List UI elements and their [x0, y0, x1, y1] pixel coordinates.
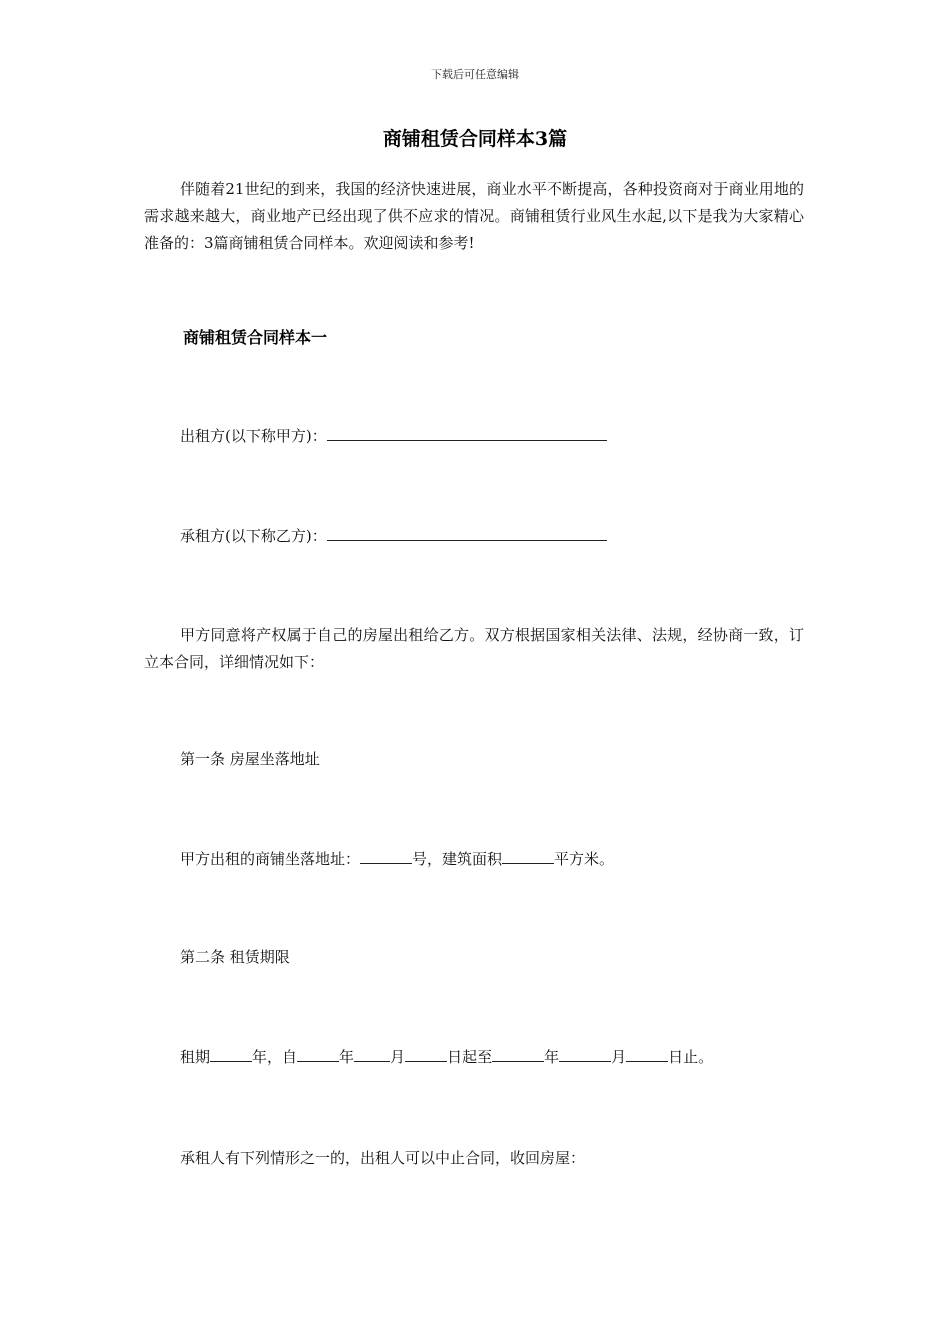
- term-text-3: 年: [339, 1048, 355, 1066]
- term-end-year-blank: [492, 1046, 544, 1062]
- term-text-1: 租期: [180, 1048, 211, 1066]
- lessee-line: [180, 525, 607, 547]
- term-start-month-blank: [354, 1046, 390, 1062]
- address-line: [180, 848, 614, 870]
- termination-line: 承租人有下列情形之一的，出租人可以中止合同，收回房屋：: [180, 1149, 586, 1167]
- address-label: 甲方出租的商铺坐落地址：: [180, 850, 361, 868]
- term-text-2: 年，自: [252, 1048, 298, 1066]
- address-number-blank: [360, 848, 412, 864]
- address-unit: 平方米。: [554, 850, 615, 868]
- header-note: 下载后可任意编辑: [431, 68, 519, 81]
- section-title: 商铺租赁合同样本一: [183, 328, 328, 347]
- address-area-label: 号，建筑面积: [412, 850, 503, 868]
- article1-title: 第一条 房屋坐落地址: [180, 750, 320, 768]
- lessor-line: [180, 425, 607, 447]
- term-start-year-blank: [297, 1046, 339, 1062]
- article2-title: 第二条 租赁期限: [180, 948, 290, 966]
- lessor-label: 出租方(以下称甲方)：: [180, 427, 327, 445]
- term-end-month-blank: [559, 1046, 611, 1062]
- term-text-7: 月: [611, 1048, 627, 1066]
- lessee-label: 承租方(以下称乙方)：: [180, 527, 327, 545]
- intro-paragraph: 伴随着21世纪的到来，我国的经济快速进展，商业水平不断提高，各种投资商对于商业用地的需求越来越大，商业地产已经出现了供不应求的情况。商铺租赁行业风生水起,以下是我为大家精心准备的：3篇商铺租赁合同样本。欢迎阅读和参考!: [144, 180, 804, 252]
- lessor-blank: [327, 425, 607, 441]
- term-text-8: 日止。: [668, 1048, 714, 1066]
- address-area-blank: [502, 848, 554, 864]
- term-line: [180, 1046, 713, 1068]
- term-text-6: 年: [544, 1048, 560, 1066]
- agreement-paragraph: 甲方同意将产权属于自己的房屋出租给乙方。双方根据国家相关法律、法规，经协商一致，订立本合同，详细情况如下：: [144, 626, 804, 671]
- term-end-day-blank: [626, 1046, 668, 1062]
- term-text-5: 日起至: [447, 1048, 493, 1066]
- term-start-day-blank: [405, 1046, 447, 1062]
- page-title: 商铺租赁合同样本3篇: [382, 128, 568, 150]
- term-years-blank: [210, 1046, 252, 1062]
- lessee-blank: [327, 525, 607, 541]
- term-text-4: 月: [390, 1048, 406, 1066]
